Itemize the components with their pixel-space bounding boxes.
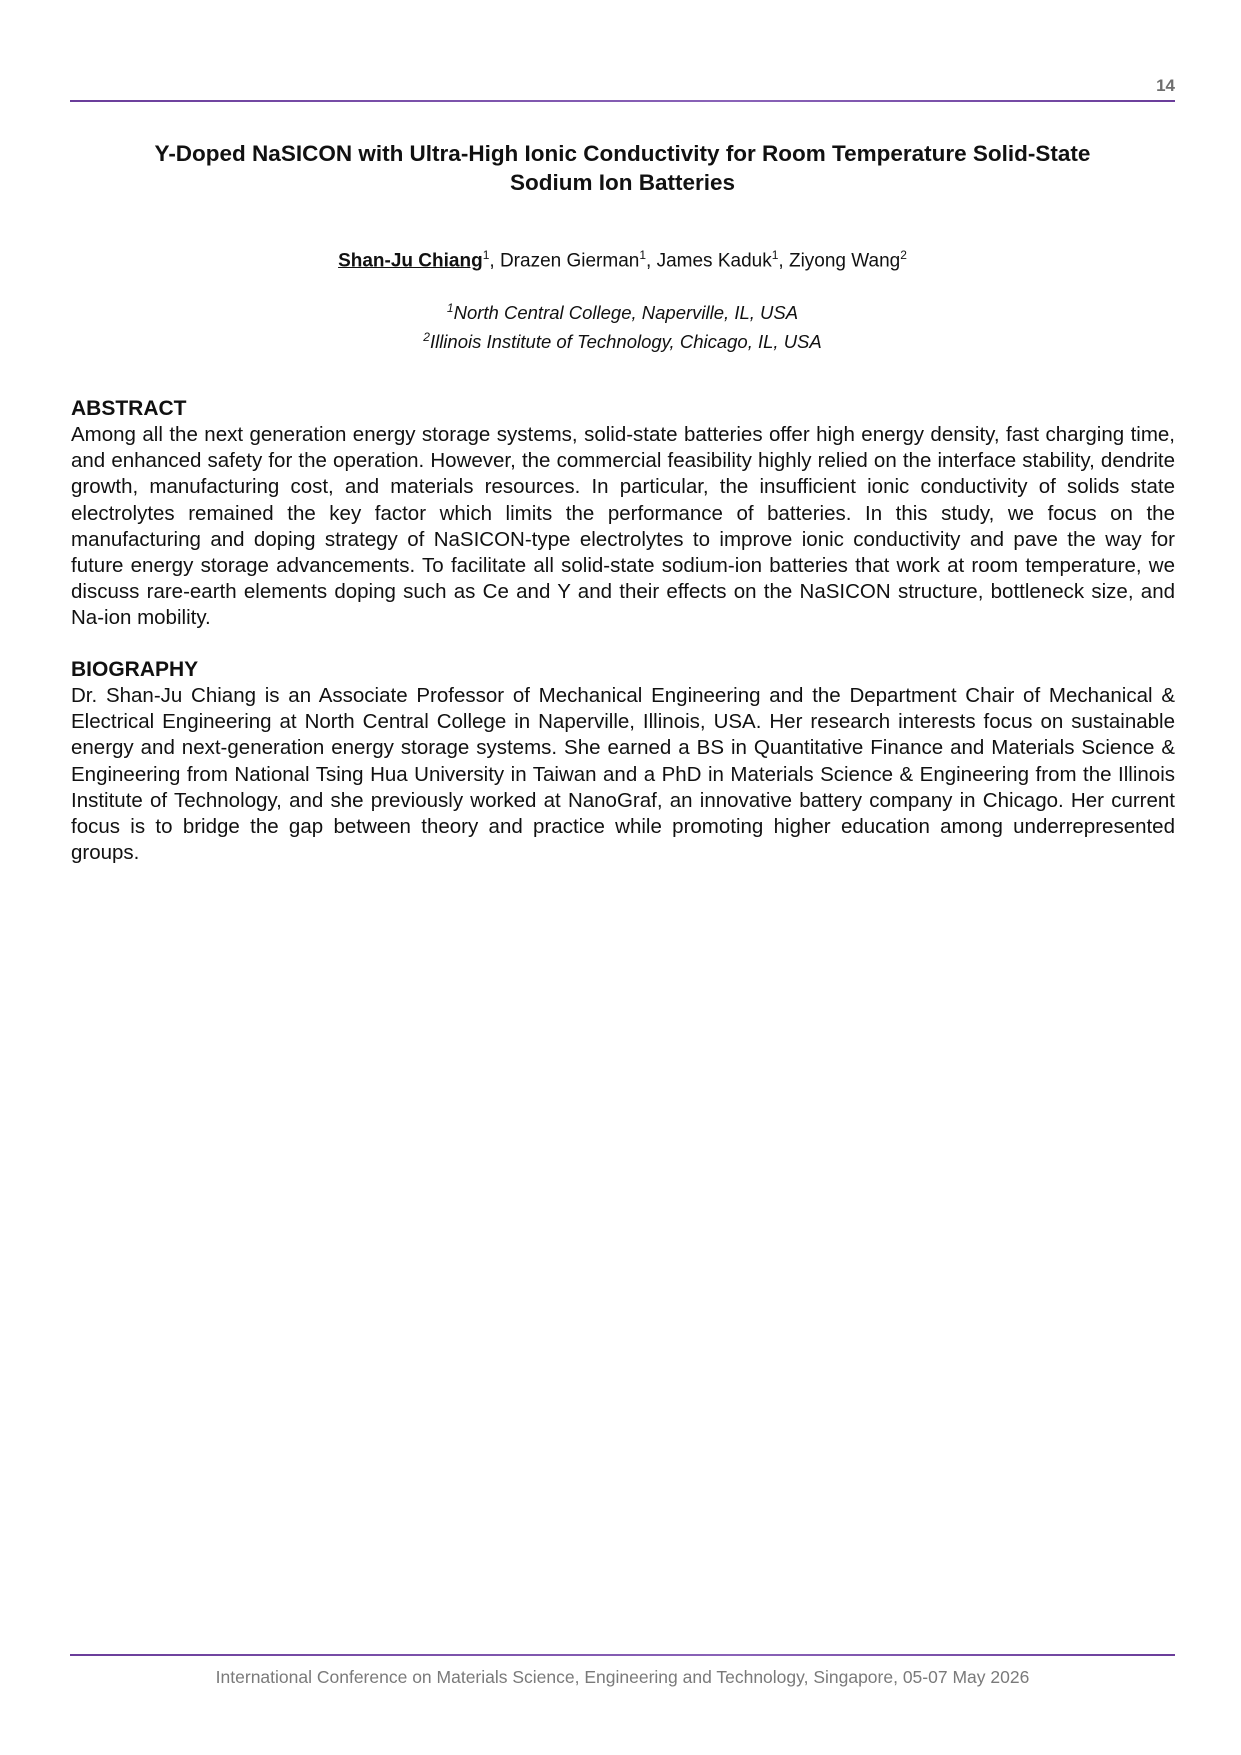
abstract-body: Among all the next generation energy storage systems, solid-state batteries offer high energy density, fast charging time, and enhanced safety for the operation. However, the commercial feasibility highly relied on the interface stability, dendrite growth, manufacturing cost, and materials resources. In particular, the insufficient ionic conductivity of solids state electrolytes remained the key factor which limits the performance of batteries. In this study, we focus on the manufacturing and doping strategy of NaSICON-type electrolytes to improve ionic conductivity and pave the way for future energy storage advancements. To facilitate all solid-state sodium-ion batteries that work at room temperature, we discuss rare-earth elements doping such as Ce and Y and their effects on the NaSICON structure, bottleneck size, and Na-ion mobility. bbox=[71, 423, 1175, 630]
author-separator: , bbox=[489, 250, 500, 272]
author-name: Drazen Gierman bbox=[499, 250, 640, 272]
author-separator: , bbox=[778, 250, 789, 272]
affiliation-mark: 1 bbox=[446, 301, 454, 315]
author-name: Shan-Ju Chiang bbox=[338, 250, 483, 272]
author-affiliation-mark: 1 bbox=[639, 248, 647, 262]
affiliation-list bbox=[70, 296, 1175, 354]
affiliation-text: Illinois Institute of Technology, Chicago, IL, USA bbox=[429, 331, 822, 353]
affiliation bbox=[70, 325, 1175, 354]
author-affiliation-mark: 1 bbox=[482, 248, 490, 262]
author-name: James Kaduk bbox=[656, 250, 772, 272]
biography-heading: BIOGRAPHY bbox=[71, 658, 199, 681]
biography-section bbox=[71, 657, 1175, 866]
affiliation bbox=[70, 296, 1175, 325]
author-affiliation-mark: 1 bbox=[771, 248, 779, 262]
conference-footer: International Conference on Materials Science, Engineering and Technology, Singapore, 05-07 May 2026 bbox=[215, 1667, 1030, 1687]
biography-body: Dr. Shan-Ju Chiang is an Associate Professor of Mechanical Engineering and the Department Chair of Mechanical & Electrical Engineering at North Central College in Naperville, Illinois, USA. Her research interests focus on sustainable energy and next-generation energy storage systems. She earned a BS in Quantitative Finance and Materials Science & Engineering from National Tsing Hua University in Taiwan and a PhD in Materials Science & Engineering from the Illinois Institute of Technology, and she previously worked at NanoGraf, an innovative battery company in Chicago. Her current focus is to bridge the gap between theory and practice while promoting higher education among underrepresented groups. bbox=[71, 684, 1175, 865]
abstract-heading: ABSTRACT bbox=[71, 397, 187, 420]
title-line-1: Y-Doped NaSICON with Ultra-High Ionic Conductivity for Room Temperature Solid-State bbox=[154, 141, 1091, 166]
author-name: Ziyong Wang bbox=[788, 250, 901, 272]
author-affiliation-mark: 2 bbox=[900, 248, 907, 262]
page-number: 14 bbox=[1156, 76, 1175, 95]
title-line-2: Sodium Ion Batteries bbox=[509, 170, 736, 195]
author-separator: , bbox=[646, 250, 657, 272]
header-rule bbox=[70, 100, 1175, 102]
abstract-section bbox=[71, 396, 1175, 632]
affiliation-text: North Central College, Naperville, IL, USA bbox=[453, 302, 799, 324]
footer-rule bbox=[70, 1654, 1175, 1656]
paper-title bbox=[70, 139, 1175, 197]
affiliation-mark: 2 bbox=[423, 330, 430, 345]
author-list bbox=[70, 248, 1175, 272]
